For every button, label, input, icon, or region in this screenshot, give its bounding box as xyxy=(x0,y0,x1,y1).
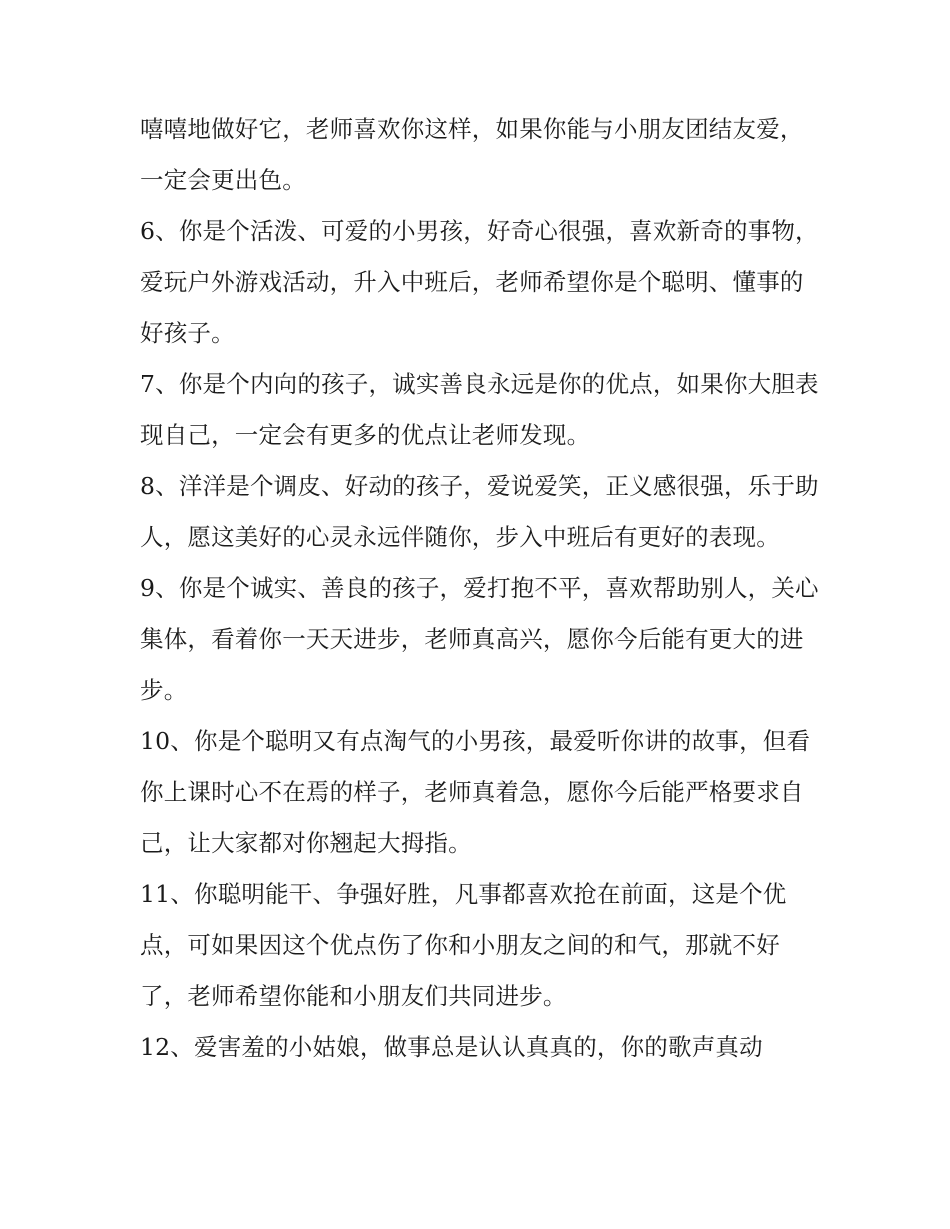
paragraph-continuation: 嘻嘻地做好它，老师喜欢你这样，如果你能与小朋友团结友爱，一定会更出色。 xyxy=(140,115,804,194)
paragraph-11: 11、你聪明能干、争强好胜，凡事都喜欢抢在前面，这是个优点，可如果因这个优点伤了你和小朋友之间的和气，那就不好了，老师希望你能和小朋友们共同进步。 xyxy=(140,880,787,1010)
document-body xyxy=(140,104,820,1073)
paragraph-8: 8、洋洋是个调皮、好动的孩子，爱说爱笑，正义感很强，乐于助人，愿这美好的心灵永远伴随你，步入中班后有更好的表现。 xyxy=(140,472,819,551)
paragraph-7: 7、你是个内向的孩子，诚实善良永远是你的优点，如果你大胆表现自己，一定会有更多的优点让老师发现。 xyxy=(140,370,819,449)
paragraph-12: 12、爱害羞的小姑娘，做事总是认认真真的，你的歌声真动 xyxy=(140,1033,763,1061)
paragraph-6: 6、你是个活泼、可爱的小男孩，好奇心很强，喜欢新奇的事物，爱玩户外游戏活动，升入中班后，老师希望你是个聪明、懂事的好孩子。 xyxy=(140,217,819,347)
paragraph-10: 10、你是个聪明又有点淘气的小男孩，最爱听你讲的故事，但看你上课时心不在焉的样子，老师真着急，愿你今后能严格要求自己，让大家都对你翘起大拇指。 xyxy=(140,727,811,857)
paragraph-9: 9、你是个诚实、善良的孩子，爱打抱不平，喜欢帮助别人，关心集体，看着你一天天进步，老师真高兴，愿你今后能有更大的进步。 xyxy=(140,574,819,704)
